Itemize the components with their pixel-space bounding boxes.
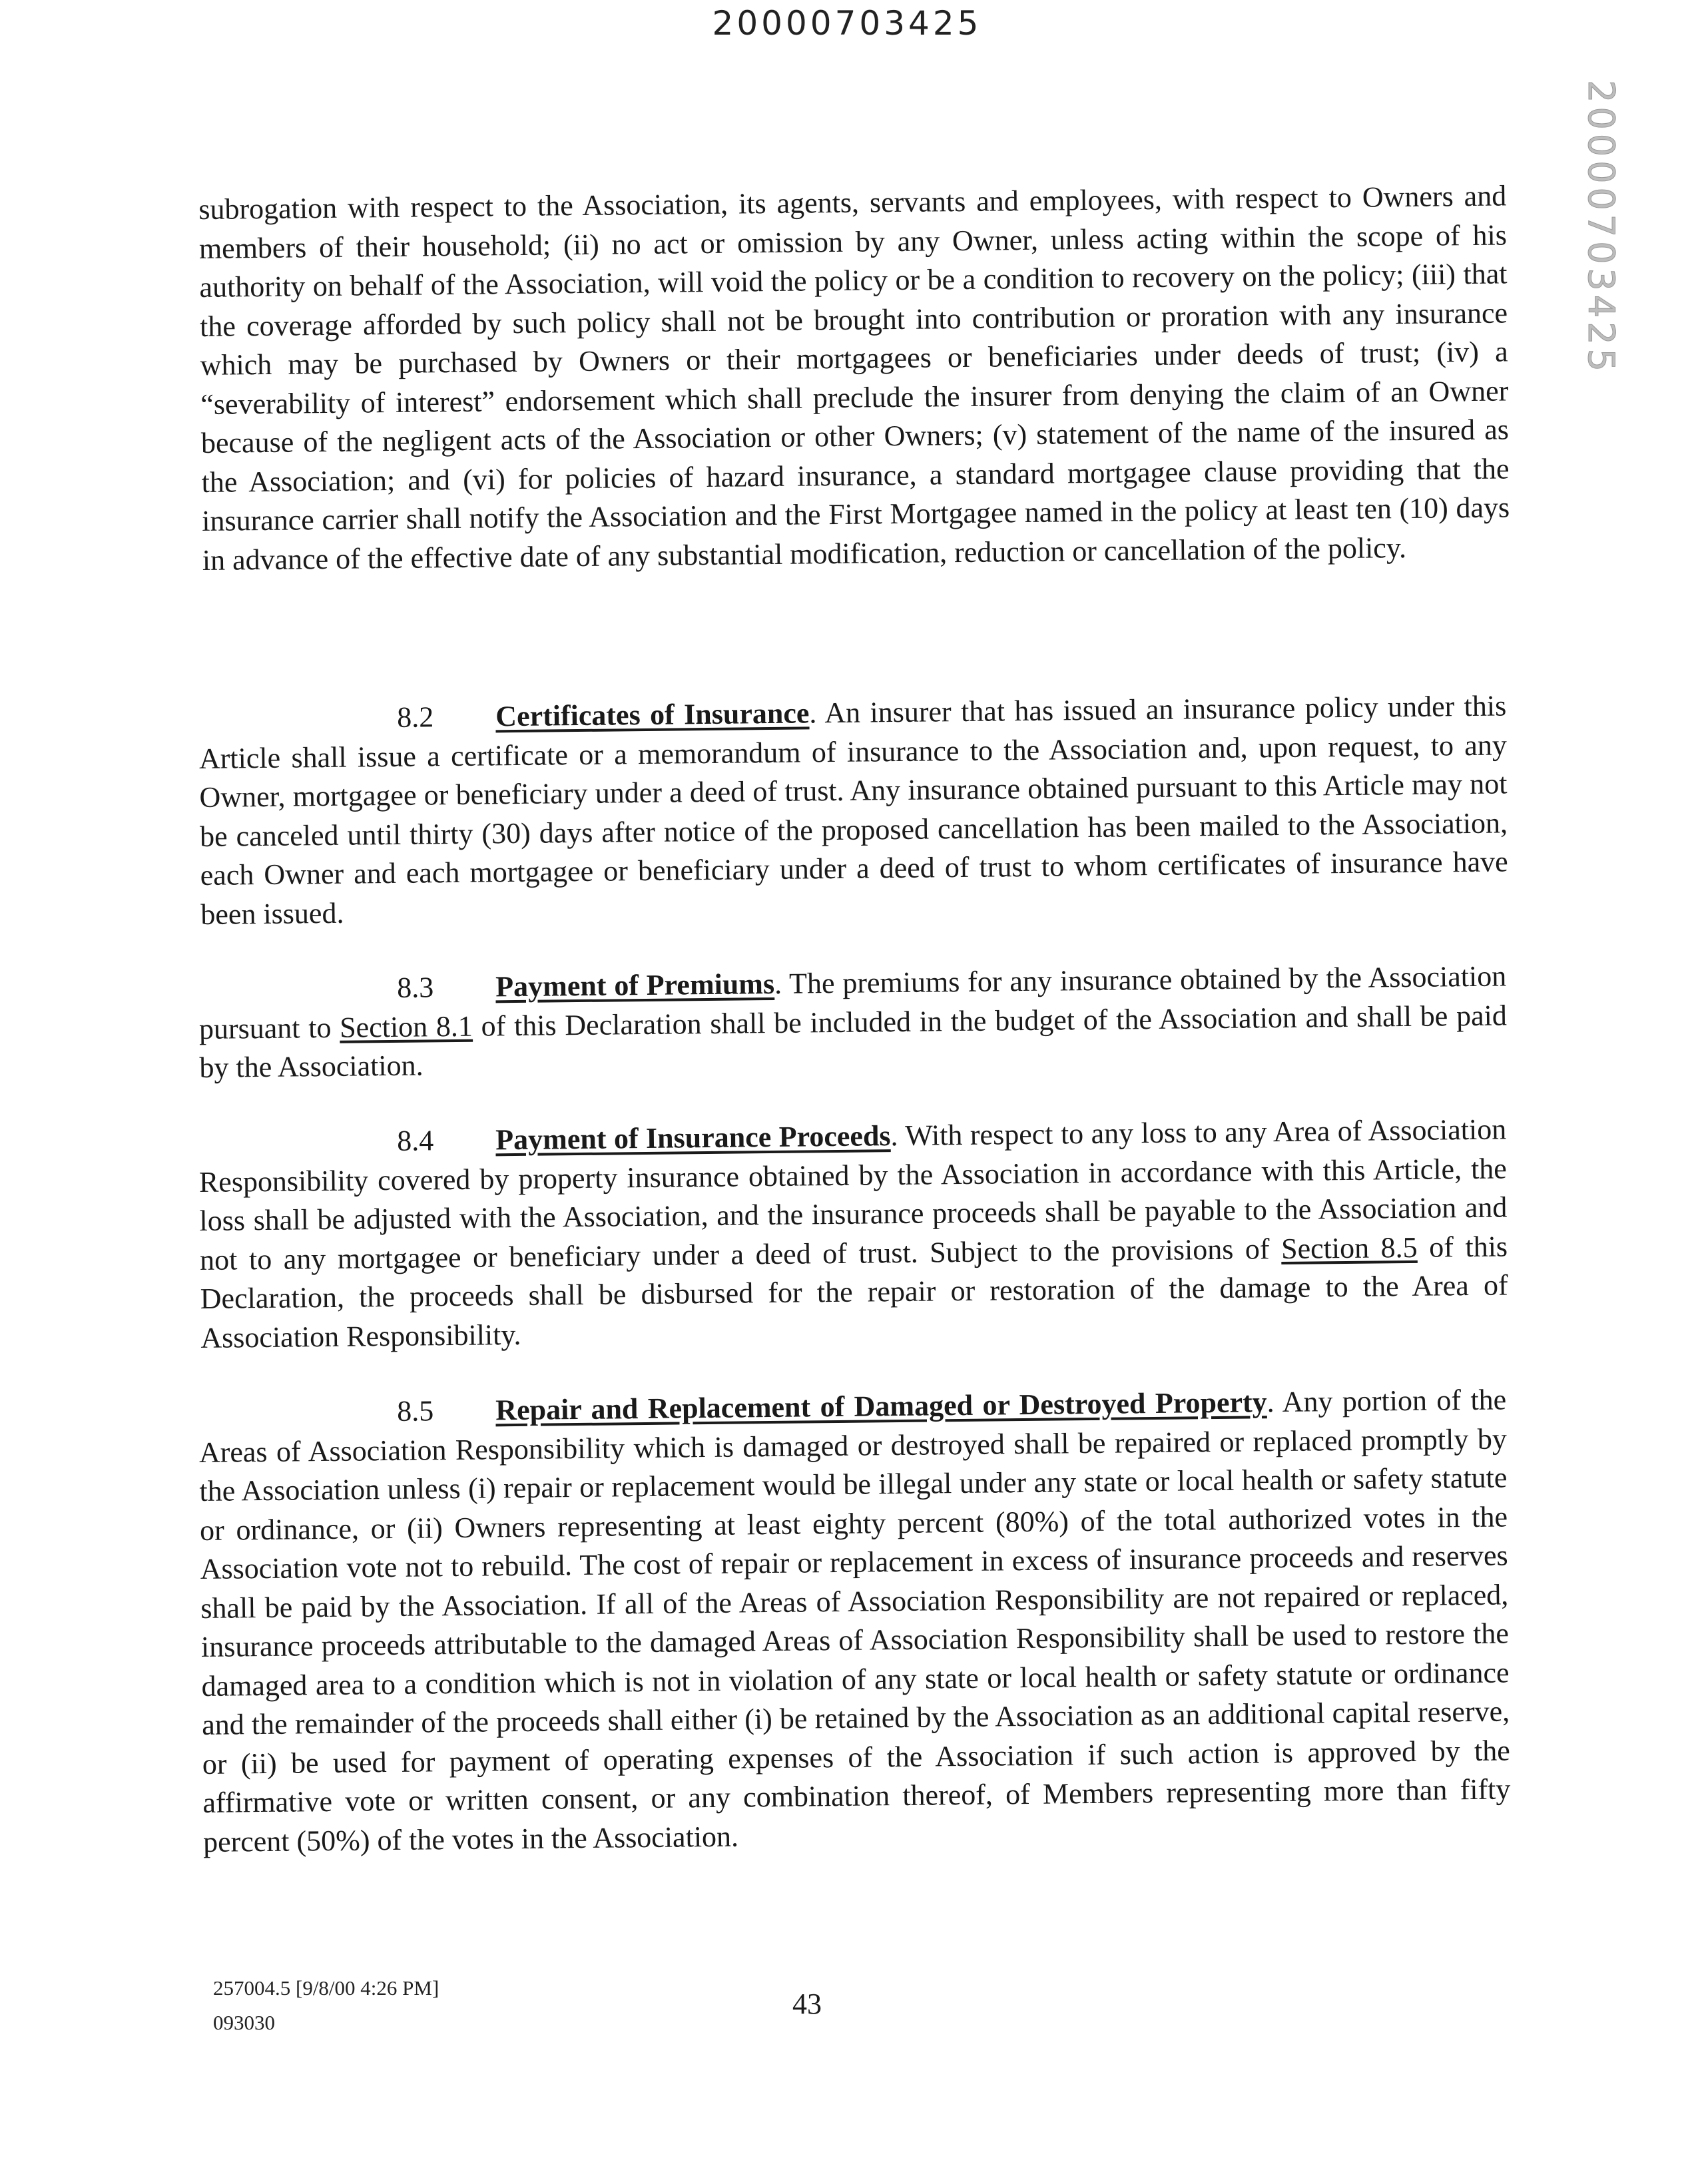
page-number: 43 — [792, 1988, 822, 2020]
section-8-4 — [198, 1110, 1509, 1358]
section-8-2 — [198, 686, 1509, 934]
section-heading: Payment of Insurance Proceeds — [495, 1119, 891, 1157]
document-number: 20000703425 — [712, 4, 982, 43]
section-text: . Any portion of the Areas of Association Responsibility which is damaged or destroyed shall be repaired or replaced promptly by the Association unless (i) repair or replacement would be illegal under any state or local health or safety statute or ordinance, or (ii) Owners representing at least eighty percent (80%) of the total authorized votes in the Association vote not to rebuild. The cost of repair or replacement in excess of insurance proceeds and reserves shall be paid by the Association. If all of the Areas of Association Responsibility are not repaired or replaced, insurance proceeds attributable to the damaged Areas of Association Responsibility shall be used to restore the damaged area to a condition which is not in violation of any state or local health or safety statute or ordinance and the remainder of the proceeds shall either (i) be retained by the Association as an additional capital reserve, or (ii) be used for payment of operating expenses of the Association if such action is approved by the affirmative vote or written consent, or any combination thereof, of Members representing more than fifty percent (50%) of the votes in the Association. — [198, 1383, 1511, 1858]
section-text: of this Declaration shall be included in the budget of the Association and shall be paid by the Association. — [199, 998, 1508, 1084]
section-reference: Section 8.5 — [1280, 1230, 1418, 1265]
section-heading: Certificates of Insurance — [495, 696, 810, 733]
section-reference: Section 8.1 — [339, 1009, 473, 1044]
section-heading: Payment of Premiums — [495, 967, 775, 1003]
side-stamp: 20000703425 — [1580, 80, 1622, 376]
section-number: 8.4 — [397, 1124, 434, 1157]
section-text: . With respect to any loss to any Area of Association Responsibility covered by property insurance obtained by the Association in accordance with this Article, the loss shall be adjusted with the Association, and the insurance proceeds shall be payable to the Association and not to any mortgagee or beneficiary under a deed of trust. Subject to the provisions of — [198, 1113, 1508, 1276]
section-heading: Repair and Replacement of Damaged or Destroyed Property — [495, 1386, 1267, 1427]
section-text: . An insurer that has issued an insurance policy under this Article shall issue a certificate or a memorandum of insurance to the Association and, upon request, to any Owner, mortgagee or beneficiary under a deed of trust. Any insurance obtained pursuant to this Article may not be canceled until thirty (30) days after notice of the proposed cancellation has been mailed to the Association, each Owner and each mortgagee or beneficiary under a deed of trust to whom certificates of insurance have been issued. — [198, 689, 1508, 931]
section-8-3 — [198, 957, 1508, 1087]
section-8-5 — [198, 1380, 1511, 1862]
footer-client-code: 093030 — [213, 2011, 275, 2034]
footer-doc-code: 257004.5 [9/8/00 4:26 PM] — [213, 1976, 439, 2000]
section-text: of this Declaration, the proceeds shall be disbursed for the repair or restoration of the damage to the Area of Association Responsibility. — [200, 1229, 1508, 1354]
paragraph-continuation — [198, 176, 1510, 580]
section-number: 8.2 — [397, 700, 434, 734]
paragraph-text: subrogation with respect to the Association, its agents, servants and employees, with respect to Owners and members of their household; (ii) no act or omission by any Owner, unless acting within the scope of his authority on behalf of the Association, will void the policy or be a condition to recovery on the policy; (iii) that the coverage afforded by such policy shall not be brought into contribution or proration with any insurance which may be purchased by Owners or their mortgagees or beneficiaries under deeds of trust; (iv) a “severability of interest” endorsement which shall preclude the insurer from denying the claim of an Owner because of the negligent acts of the Association or other Owners; (v) statement of the name of the insured as the Association; and (vi) for policies of hazard insurance, a standard mortgagee clause providing that the insurance carrier shall notify the Association and the First Mortgagee named in the policy at least ten (10) days in advance of the effective date of any substantial modification, reduction or cancellation of the policy. — [198, 179, 1510, 577]
section-number: 8.5 — [397, 1394, 434, 1428]
section-number: 8.3 — [397, 971, 434, 1004]
section-text: . The premiums for any insurance obtained by the Association pursuant to — [198, 959, 1507, 1045]
